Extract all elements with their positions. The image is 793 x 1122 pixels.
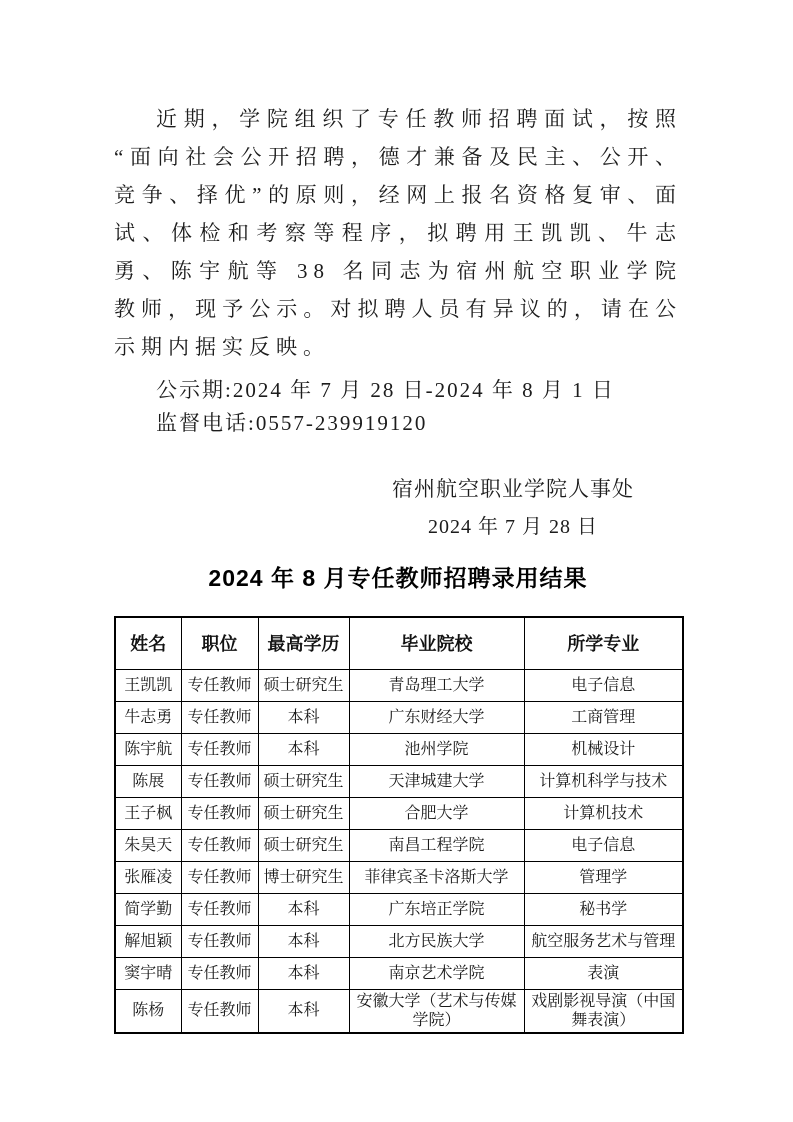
signature-date: 2024 年 7 月 28 日 (428, 516, 598, 538)
cell-school: 南京艺术学院 (349, 957, 524, 989)
cell-degree: 本科 (258, 925, 349, 957)
notice-info-block (114, 374, 682, 440)
cell-degree: 本科 (258, 989, 349, 1033)
cell-degree: 硕士研究生 (258, 797, 349, 829)
table-row (115, 893, 683, 925)
announcement-paragraph: 近期，学院组织了专任教师招聘面试，按照“面向社会公开招聘，德才兼备及民主、公开、竞争、择优”的原则，经网上报名资格复审、面试、体检和考察等程序，拟聘用王凯凯、牛志勇、陈宇航等 38 名同志为宿州航空职业学院教师，现予公示。对拟聘人员有异议的，请在公示期内据实反映。 (114, 107, 682, 359)
table-row (115, 669, 683, 701)
cell-position: 专任教师 (181, 701, 258, 733)
cell-major: 航空服务艺术与管理 (524, 925, 683, 957)
signature-inner (392, 470, 634, 546)
cell-school: 北方民族大学 (349, 925, 524, 957)
header-major: 所学专业 (524, 617, 683, 669)
cell-name: 陈杨 (115, 989, 181, 1033)
cell-degree: 硕士研究生 (258, 669, 349, 701)
table-row (115, 957, 683, 989)
cell-degree: 博士研究生 (258, 861, 349, 893)
header-degree: 最高学历 (258, 617, 349, 669)
cell-name: 王凯凯 (115, 669, 181, 701)
header-school: 毕业院校 (349, 617, 524, 669)
cell-major: 电子信息 (524, 829, 683, 861)
cell-position: 专任教师 (181, 797, 258, 829)
cell-name: 窦宇晴 (115, 957, 181, 989)
cell-major: 戏剧影视导演（中国舞表演） (524, 989, 683, 1033)
cell-degree: 本科 (258, 957, 349, 989)
cell-school: 菲律宾圣卡洛斯大学 (349, 861, 524, 893)
recruitment-result-table (114, 616, 684, 1034)
table-row (115, 701, 683, 733)
header-position: 职位 (181, 617, 258, 669)
table-row (115, 765, 683, 797)
cell-major: 工商管理 (524, 701, 683, 733)
cell-degree: 硕士研究生 (258, 765, 349, 797)
cell-position: 专任教师 (181, 669, 258, 701)
cell-degree: 本科 (258, 701, 349, 733)
table-row (115, 829, 683, 861)
cell-major: 表演 (524, 957, 683, 989)
cell-school: 合肥大学 (349, 797, 524, 829)
cell-name: 牛志勇 (115, 701, 181, 733)
cell-major: 秘书学 (524, 893, 683, 925)
cell-school: 池州学院 (349, 733, 524, 765)
cell-school: 广东培正学院 (349, 893, 524, 925)
cell-position: 专任教师 (181, 861, 258, 893)
cell-position: 专任教师 (181, 989, 258, 1033)
cell-name: 解旭颖 (115, 925, 181, 957)
cell-position: 专任教师 (181, 765, 258, 797)
cell-degree: 本科 (258, 893, 349, 925)
cell-position: 专任教师 (181, 733, 258, 765)
table-row (115, 861, 683, 893)
cell-name: 王子枫 (115, 797, 181, 829)
cell-position: 专任教师 (181, 893, 258, 925)
cell-school: 青岛理工大学 (349, 669, 524, 701)
cell-position: 专任教师 (181, 925, 258, 957)
cell-position: 专任教师 (181, 829, 258, 861)
signature-department: 宿州航空职业学院人事处 (392, 477, 634, 501)
cell-school: 天津城建大学 (349, 765, 524, 797)
cell-major: 计算机技术 (524, 797, 683, 829)
cell-major: 电子信息 (524, 669, 683, 701)
supervision-phone-line: 监督电话:0557-239919120 (156, 411, 428, 435)
table-row (115, 733, 683, 765)
cell-name: 陈宇航 (115, 733, 181, 765)
cell-major: 机械设计 (524, 733, 683, 765)
cell-major: 计算机科学与技术 (524, 765, 683, 797)
cell-name: 朱昊天 (115, 829, 181, 861)
table-row (115, 925, 683, 957)
header-name: 姓名 (115, 617, 181, 669)
cell-major: 管理学 (524, 861, 683, 893)
cell-degree: 硕士研究生 (258, 829, 349, 861)
cell-name: 张雁凌 (115, 861, 181, 893)
table-title: 2024 年 8 月专任教师招聘录用结果 (208, 565, 588, 591)
notice-period-line: 公示期:2024 年 7 月 28 日-2024 年 8 月 1 日 (156, 378, 615, 402)
table-row (115, 989, 683, 1033)
cell-school: 广东财经大学 (349, 701, 524, 733)
signature-block (114, 470, 682, 546)
cell-name: 简学勤 (115, 893, 181, 925)
table-row (115, 797, 683, 829)
cell-school: 南昌工程学院 (349, 829, 524, 861)
table-header-row (115, 617, 683, 669)
cell-position: 专任教师 (181, 957, 258, 989)
cell-school: 安徽大学（艺术与传媒学院） (349, 989, 524, 1033)
cell-name: 陈展 (115, 765, 181, 797)
cell-degree: 本科 (258, 733, 349, 765)
